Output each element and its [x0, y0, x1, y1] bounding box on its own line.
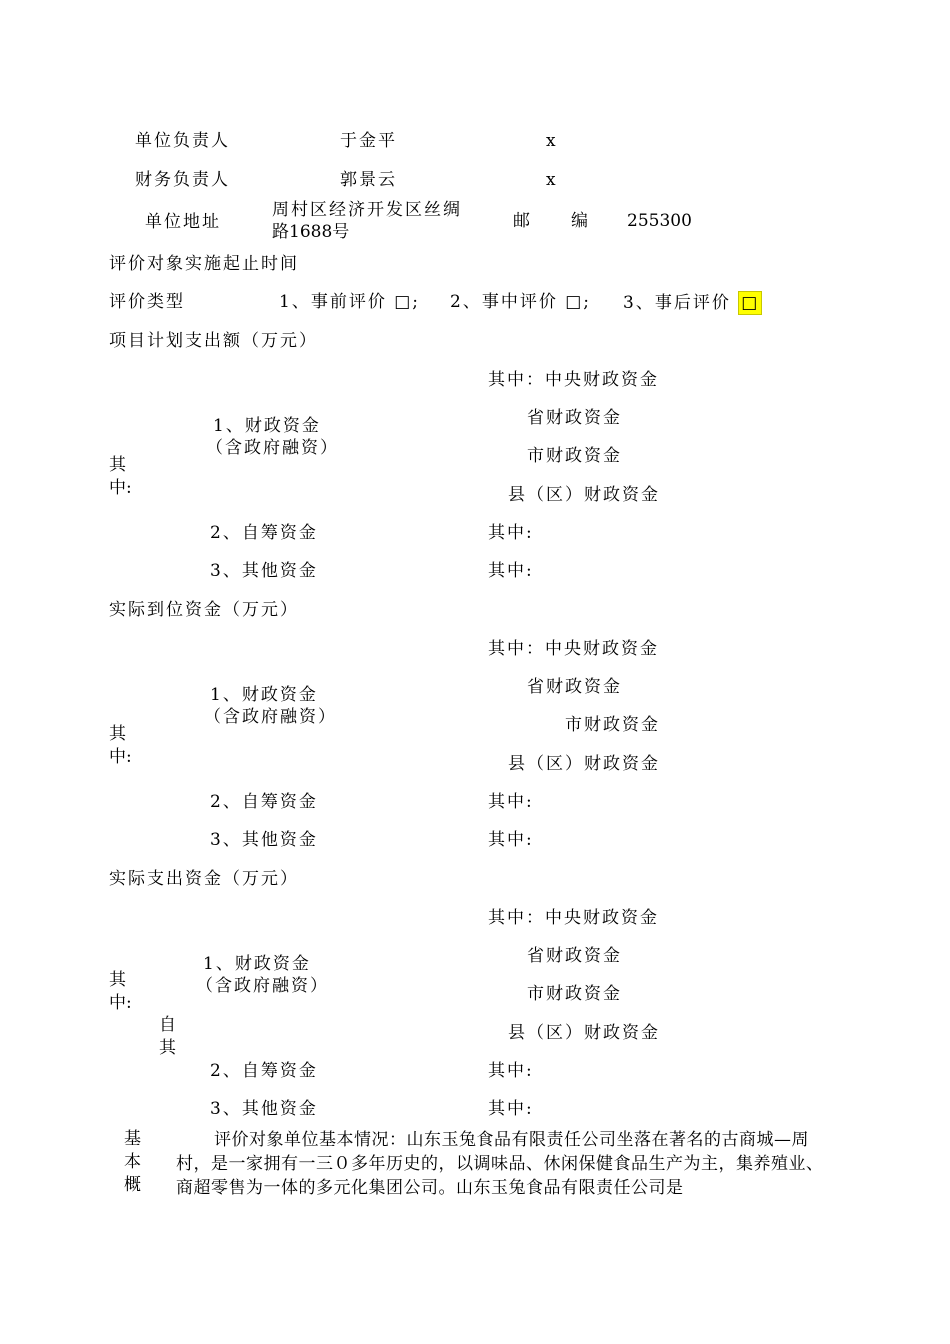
planned-fiscal: 1、财政资金	[213, 416, 321, 436]
spent-side-fragment: 自其	[159, 1015, 176, 1058]
spent-fiscal: 1、财政资金	[203, 954, 311, 974]
spent-central: 其中：中央财政资金	[488, 908, 659, 928]
received-other-qizhong: 其中:	[488, 830, 534, 850]
checkbox-mid[interactable]: □	[565, 292, 584, 312]
eval-option-pre	[279, 291, 420, 313]
spent-other-qizhong: 其中:	[488, 1099, 534, 1119]
planned-city: 市财政资金	[527, 446, 622, 466]
unit-head-mark: x	[546, 131, 556, 151]
address-line-2: 路1688号	[272, 222, 350, 242]
received-other: 3、其他资金	[210, 830, 318, 850]
received-fiscal-note: （含政府融资）	[204, 707, 337, 727]
received-province: 省财政资金	[527, 677, 622, 697]
planned-central: 其中：中央财政资金	[488, 370, 659, 390]
spent-self-qizhong: 其中:	[488, 1061, 534, 1081]
received-fiscal: 1、财政资金	[210, 685, 318, 705]
planned-other: 3、其他资金	[210, 561, 318, 581]
eval-option-post	[623, 291, 762, 315]
finance-head-label: 财务负责人	[135, 170, 230, 190]
checkbox-post-highlighted[interactable]: □	[738, 291, 762, 315]
eval-option-mid	[450, 291, 591, 313]
received-central: 其中：中央财政资金	[488, 639, 659, 659]
postal-label-2: 编	[571, 211, 590, 231]
spent-title: 实际支出资金（万元）	[109, 869, 299, 889]
unit-head-name: 于金平	[340, 131, 397, 151]
received-self-qizhong: 其中:	[488, 792, 534, 812]
address-label: 单位地址	[145, 212, 221, 232]
checkbox-pre[interactable]: □	[394, 292, 413, 312]
planned-province: 省财政资金	[527, 408, 622, 428]
planned-self: 2、自筹资金	[210, 523, 318, 543]
received-qizhong: 其中:	[109, 724, 132, 767]
spent-self: 2、自筹资金	[210, 1061, 318, 1081]
planned-other-qizhong: 其中:	[488, 561, 534, 581]
overview-side-label: 基本概	[124, 1129, 141, 1195]
spent-fiscal-note: （含政府融资）	[196, 976, 329, 996]
spent-city: 市财政资金	[527, 984, 622, 1004]
postal-code: 255300	[627, 211, 692, 231]
overview-paragraph: 评价对象单位基本情况：山东玉兔食品有限责任公司坐落在著名的古商城—周村，是一家拥有一三０多年历史的，以调味品、休闲保健食品生产为主，集养殖业、商超零售为一体的多元化集团公司。山东玉兔食品有限责任公司是	[176, 1130, 824, 1198]
planned-self-qizhong: 其中:	[488, 523, 534, 543]
separator: ;	[583, 292, 592, 312]
planned-county: 县（区）财政资金	[508, 485, 660, 505]
spent-province: 省财政资金	[527, 946, 622, 966]
received-title: 实际到位资金（万元）	[109, 600, 299, 620]
spent-other: 3、其他资金	[210, 1099, 318, 1119]
planned-fiscal-note: （含政府融资）	[206, 438, 339, 458]
unit-head-label: 单位负责人	[135, 131, 230, 151]
received-city: 市财政资金	[565, 715, 660, 735]
period-label: 评价对象实施起止时间	[109, 254, 299, 274]
postal-label-1: 邮	[513, 211, 532, 231]
received-self: 2、自筹资金	[210, 792, 318, 812]
finance-head-name: 郭景云	[340, 170, 397, 190]
finance-head-mark: x	[546, 170, 556, 190]
eval-type-label: 评价类型	[109, 292, 185, 312]
address-line-1: 周村区经济开发区丝绸	[272, 200, 462, 220]
planned-title: 项目计划支出额（万元）	[109, 331, 318, 351]
received-county: 县（区）财政资金	[508, 754, 660, 774]
spent-qizhong: 其中:	[109, 970, 132, 1013]
eval-option-3-label: 3、事后评价	[623, 293, 731, 313]
spent-county: 县（区）财政资金	[508, 1023, 660, 1043]
eval-option-1-label: 1、事前评价	[279, 292, 387, 312]
planned-qizhong: 其中:	[109, 455, 132, 498]
separator: ;	[412, 292, 421, 312]
eval-option-2-label: 2、事中评价	[450, 292, 558, 312]
